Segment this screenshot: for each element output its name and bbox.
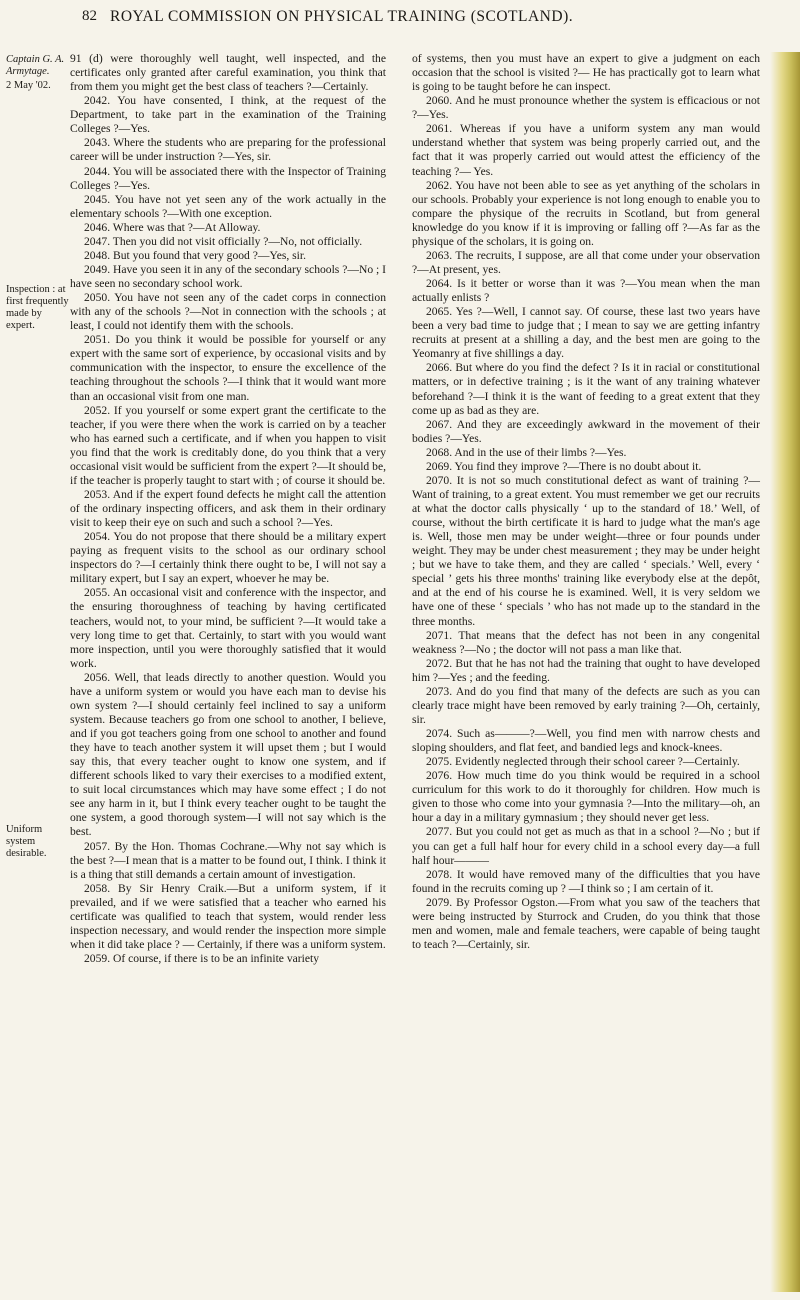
paragraph: 2077. But you could not get as much as that in a school ?—No ; but if you can get a full half hour for every child in a school every day—a full half hour——— <box>412 825 760 867</box>
paragraph: 2074. Such as———?—Well, you find men with narrow chests and sloping shoulders, and flat feet, and bandied legs and knock-knees. <box>412 727 760 755</box>
paragraph: 2054. You do not propose that there should be a military expert paying as frequent visits to the school as our ordinary school inspectors do ?—I certainly think there ought to be, I will not say a military expert, but I say an expert, whoever he may be. <box>70 530 386 586</box>
paragraph: 2055. An occasional visit and conference with the inspector, and the ensuring thoroughness of teaching by having certificated teachers, would not, to your mind, be sufficient ?—It would take a very long time to get that. Certainly, to start with you would want more inspection, until you were thoroughly satisfied that it would work. <box>70 586 386 670</box>
paragraph: 2056. Well, that leads directly to another question. Would you have a uniform system or would you have each man to devise his own system ?—I should certainly feel inclined to say a uniform system. Because teachers go from one school to another, I believe, and if you got teachers going from one school to another and found they have to teach another system it will upset them ; but I would say this, that every teacher ought to know one system, and if different schools liked to vary their exercises to a modified extent, to suit local circumstances which may have some effect ; I do not see any harm in it, but I think every teacher ought to be taught the one system, a good thorough system—I will not say which is the best. <box>70 670 386 839</box>
paragraph: 2045. You have not yet seen any of the work actually in the elementary schools ?—With one exception. <box>70 192 386 220</box>
paragraph: 2079. By Professor Ogston.—From what you saw of the teachers that were being instructed by Sturrock and Cruden, do you think that those men and women, male and female teachers, were capable of being taught to teach ?—Certainly, sir. <box>412 895 760 951</box>
margin-note-witness: Captain G. A. Armytage. <box>6 54 65 77</box>
margin-note-inspection: Inspection : at first frequently made by expert. <box>6 284 69 331</box>
paragraph: of systems, then you must have an expert to give a judgment on each occasion that the school is visited ?— He has practically got to learn what is going to be taught before he can inspect. <box>412 52 760 94</box>
paragraph: 2071. That means that the defect has not been in any congenital weakness ?—No ; the doctor will not pass a man like that. <box>412 628 760 656</box>
paragraph: 2072. But that he has not had the training that ought to have developed him ?—Yes ; and the feeding. <box>412 656 760 684</box>
page-number: 82 <box>82 8 97 24</box>
paragraph: 2053. And if the expert found defects he might call the attention of the ordinary inspecting officers, and ask them in their ordinary visit to keep their eye on such and such a school ?—Yes. <box>70 487 386 530</box>
left-text-column <box>70 52 386 966</box>
paragraph: 2059. Of course, if there is to be an infinite variety <box>84 952 320 965</box>
paragraph: 2043. Where the students who are preparing for the professional career will be under instruction ?—Yes, sir. <box>70 136 386 164</box>
paragraph: 91 (d) were thoroughly well taught, well inspected, and the certificates only granted after careful examination, you think that from them you might get the best class of teachers ?—Certainly. <box>70 52 386 94</box>
paragraph: 2062. You have not been able to see as yet anything of the scholars in our schools. Probably your experience is not long enough to enable you to compare the physique of the recruits in Scotland, but from general knowledge do you know if it is improving or falling off ?—As far as the physique of the scholars, it is going on. <box>412 178 760 248</box>
paragraph: 2064. Is it better or worse than it was ?—You mean when the man actually enlists ? <box>412 277 760 305</box>
paragraph: 2061. Whereas if you have a uniform system any man would understand whether that system was being properly carried out, and the fact that it was properly carried out would attest the efficiency of the teaching ?— Yes. <box>412 122 760 178</box>
paragraph: 2058. By Sir Henry Craik.—But a uniform system, if it prevailed, and if we were satisfied that a teacher who earned his certificate was qualified to teach that system, would render less inspection necessary, and would render the inspection more simple when it did take place ? — Certainly, if there was a uniform system. <box>70 881 386 951</box>
paragraph: 2042. You have consented, I think, at the request of the Department, to take part in the examination of the Training Colleges ?—Yes. <box>70 94 386 136</box>
paragraph: 2047. Then you did not visit officially ?—No, not officially. <box>84 234 363 248</box>
paragraph: 2052. If you yourself or some expert grant the certificate to the teacher, if you were there when the work is carried on by a teacher who has earned such a certificate, and if when you happen to visit you find that the work is creditably done, do you think that a very occasional visit would be sufficient from the expert ?—It should be, if the teacher is properly taught to start with ; of course it should be. <box>70 403 386 487</box>
paragraph: 2044. You will be associated there with the Inspector of Training Colleges ?—Yes. <box>70 164 386 192</box>
paragraph: 2068. And in the use of their limbs ?—Yes. <box>426 445 627 459</box>
running-head: ROYAL COMMISSION ON PHYSICAL TRAINING (SCOTLAND). <box>110 8 574 25</box>
paragraph: 2069. You find they improve ?—There is no doubt about it. <box>426 459 702 473</box>
paragraph: 2049. Have you seen it in any of the secondary schools ?—No ; I have seen no secondary school work. <box>70 262 387 290</box>
margin-note-date: 2 May '02. <box>6 80 51 91</box>
paragraph: 2057. By the Hon. Thomas Cochrane.—Why not say which is the best ?—I mean that is a matter to be found out, I think. I think it is a thing that still demands a certain amount of investigation. <box>70 839 386 881</box>
paragraph: 2067. And they are exceedingly awkward in the movement of their bodies ?—Yes. <box>412 417 760 445</box>
paragraph: 2073. And do you find that many of the defects are such as you can clearly trace might have been removed by early training ?—Oh, certainly, sir. <box>412 684 760 726</box>
paragraph: 2060. And he must pronounce whether the system is efficacious or not ?—Yes. <box>412 94 760 122</box>
adjacent-page-edge <box>770 52 800 1292</box>
paragraph: 2065. Yes ?—Well, I cannot say. Of course, these last two years have been a very bad time to judge that ; I mean to say we are getting infantry recruits at present at a shilling a day, and the best men are going to the Yeomanry at five shillings a day. <box>412 305 760 361</box>
paragraph: 2078. It would have removed many of the difficulties that you have found in the recruits coming up ? —I think so ; I am certain of it. <box>412 867 760 895</box>
paragraph: 2063. The recruits, I suppose, are all that come under your observation ?—At present, yes. <box>412 248 760 276</box>
paragraph: 2070. It is not so much constitutional defect as want of training ?—Want of training, to a great extent. You must remember we get our recruits at what the doctor calls physically ‘ up to the standard of 18.’ Well, of course, without the birth certificate it is hard to judge what the man's age is. Well, those men may be under weight—three or four pounds under weight. They may be under chest measurement ; they may be under height ; but we have to take them, and they are called ‘ specials.’ Well, every ‘ special ’ gets his three months' training like everybody else at the depôt, and at the end of his course he is examined. Well, it is very seldom we have one of these ‘ specials ’ who has not made up to the standard in the three months. <box>412 473 760 628</box>
paragraph: 2075. Evidently neglected through their school career ?—Certainly. <box>426 755 740 769</box>
paragraph: 2048. But you found that very good ?—Yes, sir. <box>84 248 306 262</box>
paragraph: 2066. But where do you find the defect ? Is it in racial or constitutional matters, or in defective training ; is it the want of any training whatever beforehand ?—I think it is the want of feeding to a great extent that they come up as bad as they are. <box>412 361 760 417</box>
paragraph: 2076. How much time do you think would be required in a school curriculum for this work to do it thoroughly for children. How much is given to those who come into your gymnasia ?—Into the military—oh, an hour a day in a military gymnasium ; they should never get less. <box>412 769 760 825</box>
paragraph: 2046. Where was that ?—At Alloway. <box>84 220 261 234</box>
margin-note-uniform: Uniform system desirable. <box>6 824 47 859</box>
paragraph: 2050. You have not seen any of the cadet corps in connection with any of the schools ?—Not in connection with the schools ; at least, I could not identify them with the schools. <box>70 291 386 333</box>
right-text-column <box>412 52 760 952</box>
paragraph: 2051. Do you think it would be possible for yourself or any expert with the same sort of experience, by occasional visits and by communication with the inspector, to ensure the excellence of the teaching throughout the schools ?—I think that it would want more than an occasional visit from one man. <box>70 333 386 403</box>
